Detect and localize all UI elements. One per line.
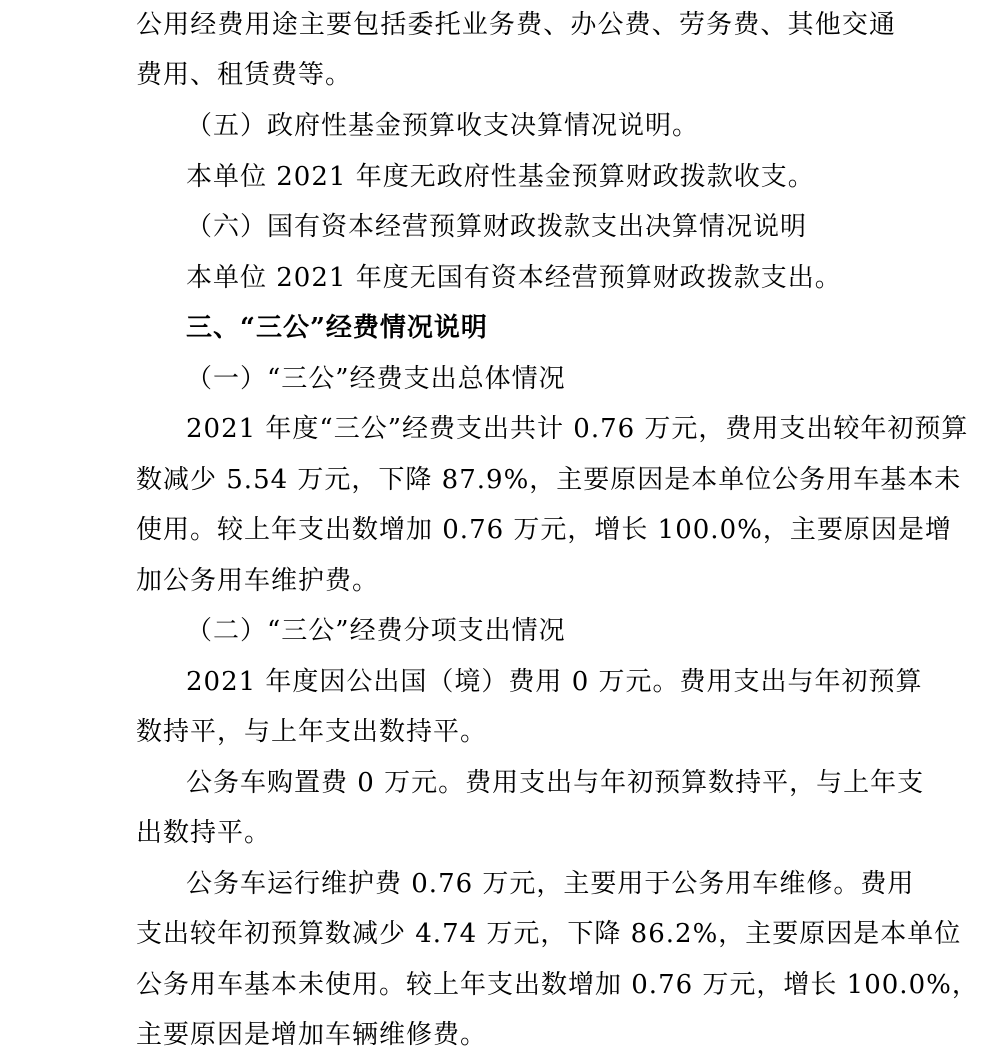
paragraph-line: 主要原因是增加车辆维修费。	[136, 1020, 488, 1050]
paragraph-line: 公务车购置费 0 万元。费用支出与年初预算数持平，与上年支	[186, 768, 925, 798]
section-heading: （二）“三公”经费分项支出情况	[186, 616, 566, 646]
paragraph-line: 2021 年度“三公”经费支出共计 0.76 万元，费用支出较年初预算	[186, 414, 969, 444]
section-heading: （五）政府性基金预算收支决算情况说明。	[186, 111, 700, 141]
paragraph-line: 使用。较上年支出数增加 0.76 万元，增长 100.0%，主要原因是增	[136, 515, 952, 545]
section-heading: （一）“三公”经费支出总体情况	[186, 364, 566, 394]
paragraph-line: 数减少 5.54 万元，下降 87.9%，主要原因是本单位公务用车基本未	[136, 465, 962, 495]
paragraph-line: 加公务用车维护费。	[136, 566, 380, 596]
paragraph-line: 费用、租赁费等。	[136, 60, 353, 90]
paragraph-line: 本单位 2021 年度无国有资本经营预算财政拨款支出。	[186, 263, 842, 293]
paragraph-line: 公用经费用途主要包括委托业务费、办公费、劳务费、其他交通	[136, 10, 896, 40]
chapter-heading: 三、“三公”经费情况说明	[186, 313, 488, 343]
paragraph-line: 支出较年初预算数减少 4.74 万元，下降 86.2%，主要原因是本单位	[136, 919, 962, 949]
paragraph-line: 本单位 2021 年度无政府性基金预算财政拨款收支。	[186, 162, 815, 192]
paragraph-line: 数持平，与上年支出数持平。	[136, 717, 488, 747]
paragraph-line: 2021 年度因公出国（境）费用 0 万元。费用支出与年初预算	[186, 667, 923, 697]
section-heading: （六）国有资本经营预算财政拨款支出决算情况说明	[186, 212, 808, 242]
paragraph-line: 公务车运行维护费 0.76 万元，主要用于公务用车维修。费用	[186, 869, 915, 899]
paragraph-line: 出数持平。	[136, 818, 272, 848]
paragraph-line: 公务用车基本未使用。较上年支出数增加 0.76 万元，增长 100.0%，	[136, 970, 979, 1000]
